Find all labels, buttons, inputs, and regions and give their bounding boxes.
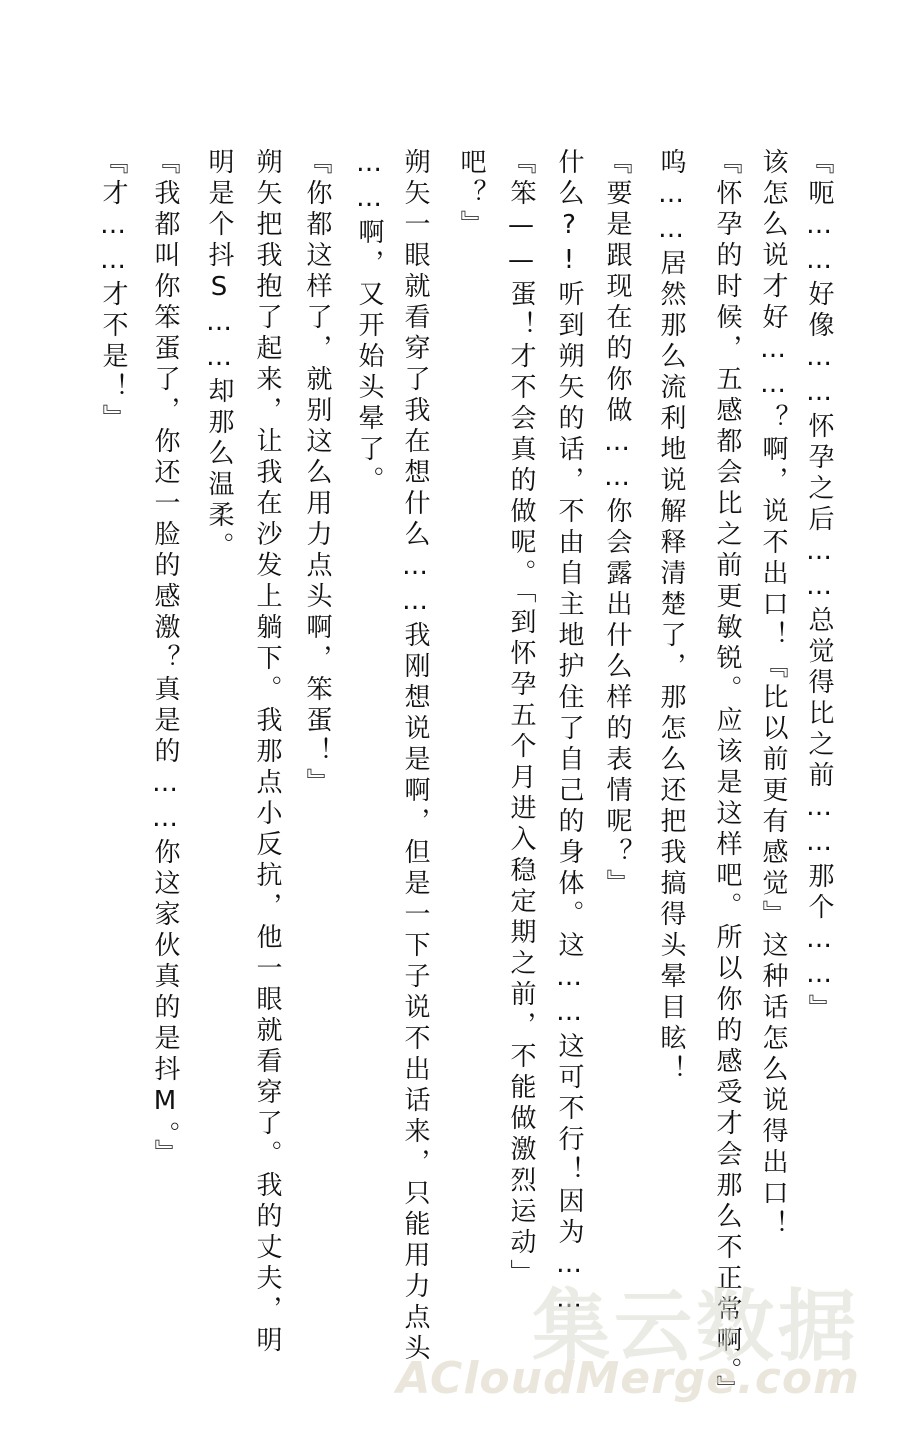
watermark-chinese-text: 集云数据 (531, 1282, 860, 1372)
site-watermark (396, 1264, 860, 1404)
text-column-6: 什么?!听到朔矢的话，不由自主地护住了自己的身体。这……这可不行！因为…… (554, 148, 584, 1319)
text-column-7: 『笨——蛋！才不会真的做呢。「到怀孕五个月进入稳定期之前，不能做激烈运动」 (506, 148, 536, 1290)
text-column-13: 明是个抖S……却那么温柔。 (204, 148, 234, 563)
text-column-8: 吧？』 (456, 148, 486, 241)
text-column-12: 朔矢把我抱了起来，让我在沙发上躺下。我那点小反抗，他一眼就看穿了。我的丈夫，明 (252, 148, 282, 1357)
text-column-9: 朔矢一眼就看穿了我在想什么……我刚想说是啊，但是一下子说不出话来，只能用力点头 (400, 148, 430, 1365)
text-column-11: 『你都这样了，就别这么用力点头啊，笨蛋！』 (302, 148, 332, 799)
text-column-15: 『才……才不是！』 (98, 148, 128, 435)
text-column-14: 『我都叫你笨蛋了，你还一脸的感激？真是的……你这家伙真的是抖M。』 (150, 148, 180, 1170)
text-column-10: ……啊，又开始头晕了。 (354, 148, 384, 497)
watermark-english-text: ACloudMerge.com (396, 1353, 860, 1404)
text-column-4: 呜……居然那么流利地说解释清楚了，那怎么还把我搞得头晕目眩！ (656, 148, 686, 1086)
text-column-2: 该怎么说才好……？啊，说不出口！『比以前更有感觉』这种话怎么说得出口！ (758, 148, 788, 1241)
text-column-5: 『要是跟现在的你做……你会露出什么样的表情呢？』 (602, 148, 632, 900)
text-column-3: 『怀孕的时候，五感都会比之前更敏锐。应该是这样吧。所以你的感受才会那么不正常啊。』 (712, 148, 742, 1406)
text-column-1: 『呃……好像……怀孕之后……总觉得比之前……那个……』 (804, 148, 834, 1025)
